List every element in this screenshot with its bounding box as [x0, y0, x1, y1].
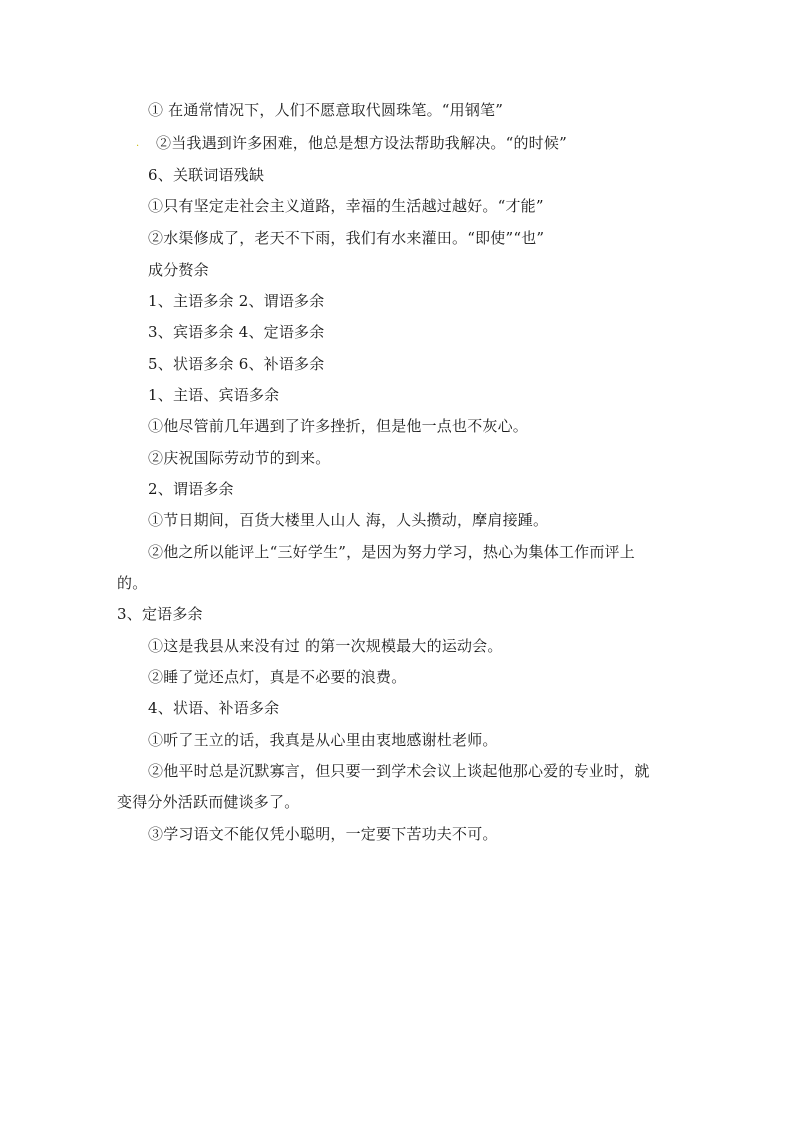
section-heading: 6、关联词语残缺	[148, 166, 265, 184]
text-line: 1、主语多余 2、谓语多余	[148, 292, 325, 310]
section-heading: 4、状语、补语多余	[148, 699, 280, 717]
text-line: ②睡了觉还点灯，真是不必要的浪费。	[148, 668, 407, 686]
text-line: ②庆祝国际劳动节的到来。	[148, 449, 331, 467]
text-line: 的。	[117, 574, 148, 592]
text-line: ①只有坚定走社会主义道路，幸福的生活越过越好。“才能”	[148, 197, 544, 215]
section-heading: 成分赘余	[148, 261, 209, 279]
text-line: ①听了王立的话，我真是从心里由衷地感谢杜老师。	[148, 731, 498, 749]
text-line: ① 在通常情况下，人们不愿意取代圆珠笔。“用钢笔”	[148, 101, 504, 119]
section-heading: 3、定语多余	[117, 605, 203, 623]
small-dot-mark: .	[136, 138, 140, 149]
section-heading: 2、谓语多余	[148, 480, 234, 498]
text-line: 变得分外活跃而健谈多了。	[117, 793, 300, 811]
text-line: ①他尽管前几年遇到了许多挫折，但是他一点也不灰心。	[148, 417, 529, 435]
text-line: 3、宾语多余 4、定语多余	[148, 323, 325, 341]
text-line: ①节日期间，百货大楼里人山人 海，人头攒动，摩肩接踵。	[148, 511, 549, 529]
text-line: ①这是我县从来没有过 的第一次规模最大的运动会。	[148, 637, 503, 655]
text-line: ②当我遇到许多困难，他总是想方设法帮助我解决。“的时候”	[156, 134, 567, 152]
text-line: ②水渠修成了，老天不下雨，我们有水来灌田。“即使”“也”	[148, 229, 545, 247]
text-line: 5、状语多余 6、补语多余	[148, 355, 325, 373]
text-line: ②他之所以能评上“三好学生”，是因为努力学习，热心为集体工作而评上	[148, 543, 635, 561]
text-line: ③学习语文不能仅凭小聪明，一定要下苦功夫不可。	[148, 825, 498, 843]
text-line: ②他平时总是沉默寡言，但只要一到学术会议上谈起他那心爱的专业时，就	[148, 762, 650, 780]
section-heading: 1、主语、宾语多余	[148, 386, 280, 404]
